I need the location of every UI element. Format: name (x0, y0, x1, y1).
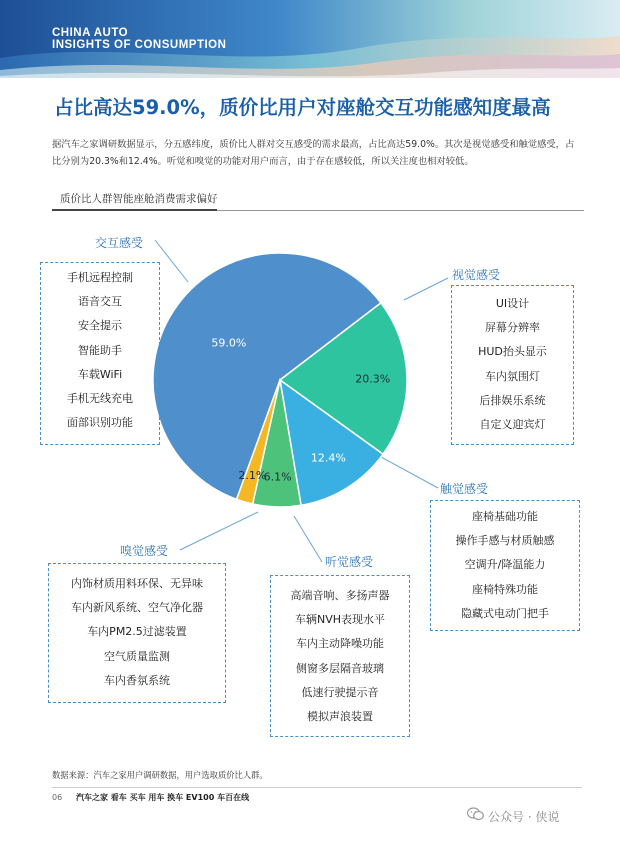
source-note: 数据来源：汽车之家用户调研数据，用户选取质价比人群。 (52, 770, 268, 780)
feature-item-hearing: 模拟声浪装置 (307, 710, 373, 724)
connector-visual (404, 278, 448, 300)
feature-item-visual: 后排娱乐系统 (479, 393, 546, 407)
wechat-icon (467, 807, 484, 821)
watermark-text: 公众号 · 侠说 (488, 810, 560, 824)
feature-item-smell: 空气质量监测 (104, 649, 170, 663)
feature-item-interaction: 车载WiFi (77, 367, 123, 381)
feature-item-interaction: 安全提示 (78, 319, 122, 333)
feature-item-smell: 车内PM2.5过滤装置 (87, 625, 187, 639)
pie-label-interaction: 59.0% (211, 336, 247, 350)
footer-brands: 汽车之家 看车 买车 用车 换车 EV100 车百在线 (76, 793, 250, 802)
feature-item-touch: 座椅基础功能 (472, 510, 538, 523)
callout-title-hearing: 听觉感受 (325, 555, 374, 569)
feature-item-visual: 屏幕分辨率 (485, 321, 540, 335)
feature-list-smell (48, 563, 226, 703)
feature-item-hearing: 侧窗多层隔音玻璃 (296, 661, 384, 675)
pie-label-smell: 2.1% (238, 469, 267, 483)
feature-item-smell: 内饰材质用料环保、无异味 (71, 577, 203, 590)
callout-title-touch: 触觉感受 (440, 482, 489, 496)
feature-item-touch: 座椅特殊功能 (472, 582, 538, 596)
feature-item-interaction: 智能助手 (78, 343, 122, 357)
feature-item-interaction: 手机无线充电 (67, 392, 133, 406)
feature-item-visual: HUD抬头显示 (478, 345, 547, 359)
feature-item-interaction: 手机远程控制 (67, 271, 133, 284)
feature-item-visual: 车内氛围灯 (485, 369, 540, 383)
section-label: 质价比人群智能座舱消费需求偏好 (60, 193, 218, 205)
brand-line-2: INSIGHTS OF CONSUMPTION (52, 39, 227, 51)
feature-list-interaction (40, 262, 160, 445)
callout-title-visual: 视觉感受 (452, 268, 501, 282)
feature-item-touch: 操作手感与材质触感 (455, 534, 555, 548)
feature-item-interaction: 语音交互 (78, 295, 122, 309)
feature-item-touch: 空调升/降温能力 (464, 558, 546, 572)
feature-item-smell: 车内香氛系统 (104, 673, 170, 687)
feature-item-visual: 自定义迎宾灯 (479, 418, 546, 432)
callout-title-interaction: 交互感受 (95, 236, 144, 250)
brand-line-1: CHINA AUTO (52, 27, 129, 39)
intro-paragraph: 据汽车之家调研数据显示，分五感纬度，质价比人群对交互感受的需求最高，占比高达59.0%。其次是视觉感受和触觉感受，占比分别为20.3%和12.4%。听觉和嗅觉的功能对用户而言，由于存在感较低，所以关注度也相对较低。 (52, 139, 575, 167)
feature-item-smell: 车内新风系统、空气净化器 (71, 601, 203, 615)
feature-list-hearing (270, 575, 410, 737)
feature-item-hearing: 高端音响、多扬声器 (290, 589, 390, 602)
feature-list-visual (451, 285, 574, 445)
feature-item-hearing: 低速行驶提示音 (301, 685, 379, 699)
feature-item-hearing: 车辆NVH表现水平 (294, 613, 386, 627)
feature-item-hearing: 车内主动降噪功能 (296, 637, 384, 651)
footer-divider (52, 787, 582, 788)
callout-title-smell: 嗅觉感受 (120, 544, 169, 558)
feature-item-visual: UI设计 (495, 297, 530, 310)
feature-list-touch (430, 500, 580, 631)
pie-label-visual: 20.3% (355, 372, 391, 386)
connector-touch (372, 452, 438, 488)
connector-smell (180, 512, 258, 550)
feature-item-touch: 隐藏式电动门把手 (461, 606, 549, 620)
connector-hearing (294, 516, 322, 562)
pie-label-hearing: 6.1% (263, 470, 292, 484)
feature-item-interaction: 面部识别功能 (67, 416, 133, 430)
page-number: 06 (52, 793, 63, 802)
page-title: 占比高达59.0%，质价比用户对座舱交互功能感知度最高 (54, 96, 551, 119)
pie-label-touch: 12.4% (310, 451, 346, 465)
